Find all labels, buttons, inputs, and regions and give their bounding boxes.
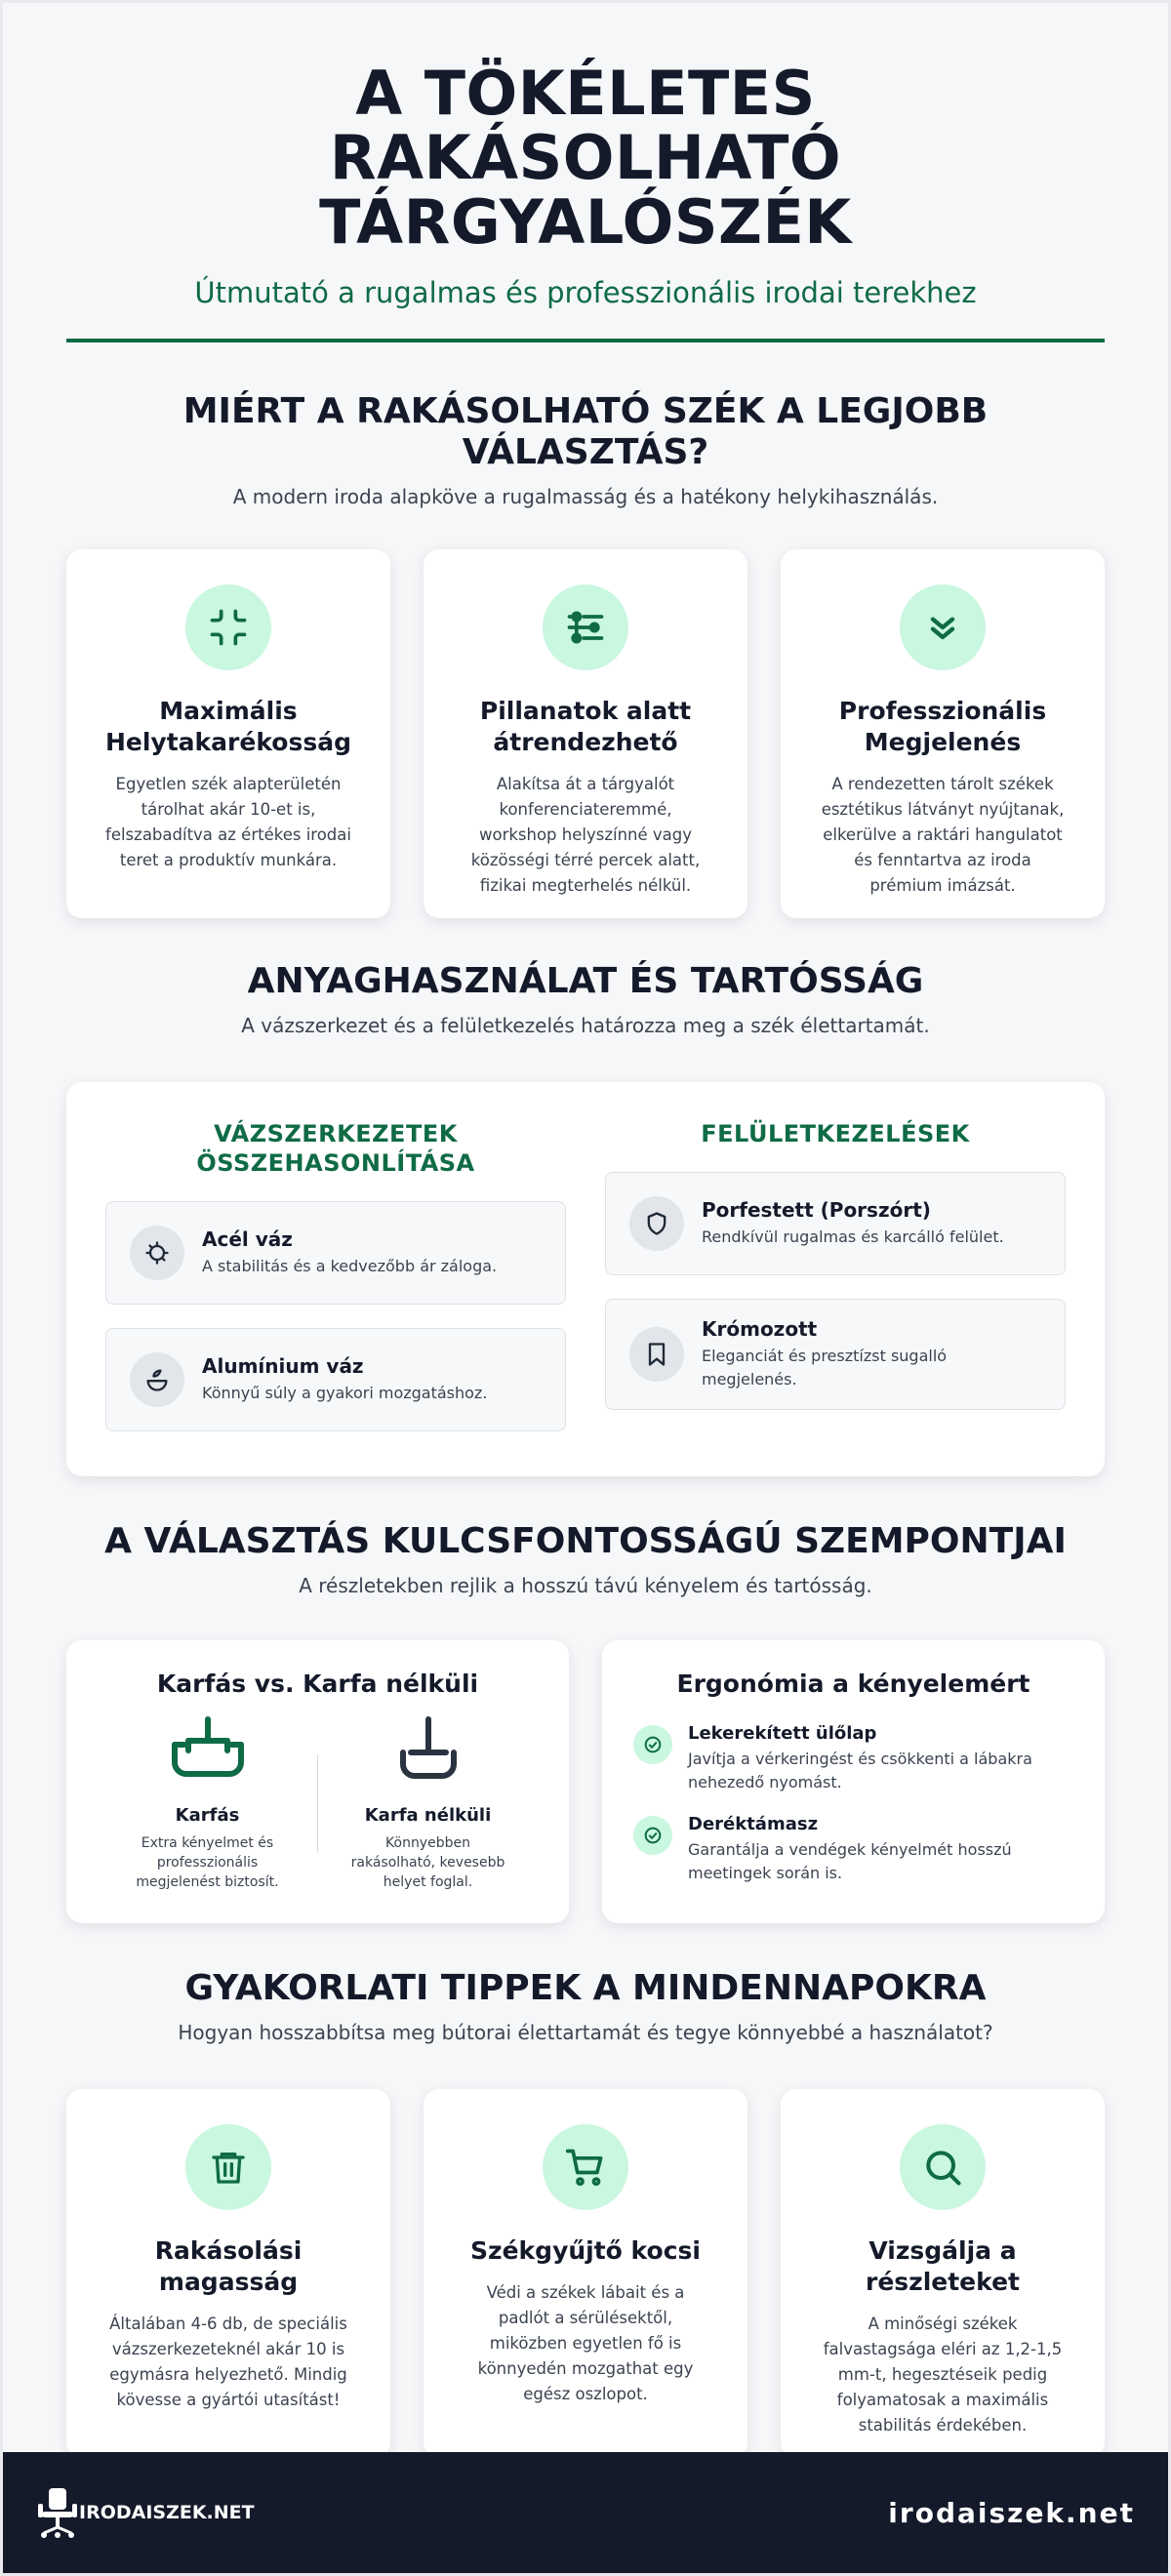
armrest-with [98,1715,317,1892]
page-title: A TÖKÉLETES RAKÁSOLHATÓ TÁRGYALÓSZÉK [319,58,852,258]
feature-title: Maximális Helytakarékosság [104,697,351,756]
cart-icon [543,2124,628,2210]
why-title: MIÉRT A RAKÁSOLHATÓ SZÉK A LEGJOBB VÁLASZTÁS? [182,391,989,472]
finish-title: Porfestett (Porszórt) [702,1198,931,1222]
tip-text: Védi a székek lábait és a padlót a sérülésektől, miközben egyetlen fő is könnyedén mozgathat egy egész oszlopot. [477,2283,694,2403]
ergonomics-item-text: Garantálja a vendégek kényelmét hosszú meetingek során is. [688,1840,1012,1882]
adjust-nodes-icon [543,584,628,670]
footer-logo-text: IRODAISZEK.NET [79,2502,255,2523]
feature-card-rearrange [424,549,747,918]
check-circle-icon [633,1725,672,1764]
criteria-section [3,1521,1168,1923]
criteria-title: A VÁLASZTÁS KULCSFONTOSSÁGÚ SZEMPONTJAI [104,1521,1067,1561]
footer [3,2452,1168,2573]
frame-steel [105,1201,566,1305]
frame-text: Könnyű súly a gyakori mozgatáshoz. [202,1384,488,1402]
tip-card-height [66,2089,390,2458]
tip-title: Vizsgálja a részleteket [865,2236,1020,2296]
armrest-card [66,1640,569,1923]
frames-heading: VÁZSZERKEZETEK ÖSSZEHASONLÍTÁSA [196,1120,475,1177]
armrest-title: Karfás vs. Karfa nélküli [156,1670,479,1698]
why-section [3,391,1168,918]
armrest-with-text: Extra kényelmet és professzionális megjelenést biztosít. [136,1835,279,1890]
ergonomics-card [602,1640,1105,1923]
tip-text: Általában 4-6 db, de speciális vázszerkezeteknél akár 10 is egymásra helyezhető. Mindig kövesse a gyártói utasítást! [109,2314,347,2409]
office-chair-logo-icon [36,2486,79,2539]
tips-subtitle: Hogyan hosszabbítsa meg bútorai élettartamát és tegye könnyebbé a használatot? [178,2021,993,2044]
frames-column [105,1119,566,1437]
materials-panel [66,1082,1105,1476]
finish-powder [605,1172,1066,1275]
armrest-without-title: Karfa nélküli [364,1805,492,1826]
feather-bowl-icon [130,1352,184,1407]
check-circle-icon [633,1816,672,1855]
ergonomics-item [633,1814,1073,1885]
feature-title: Pillanatok alatt átrendezhető [479,697,692,756]
ergonomics-item-text: Javítja a vérkeringést és csökkenti a lábakra nehezedő nyomást. [688,1750,1032,1791]
feature-title: Professzionális Megjelenés [838,697,1047,756]
finishes-column [605,1119,1066,1437]
frame-text: A stabilitás és a kedvezőbb ár záloga. [202,1257,498,1275]
tips-section [3,1968,1168,2458]
bookmark-icon [629,1327,684,1382]
materials-section [3,961,1168,1476]
double-chevron-down-icon [900,584,986,670]
finish-text: Rendkívül rugalmas és karcálló felület. [702,1228,1004,1246]
infographic-page [3,3,1168,2573]
search-icon [900,2124,986,2210]
frame-title: Acél váz [202,1228,293,1251]
footer-logo[interactable] [36,2486,255,2539]
armrest-without-text: Könnyebben rakásolható, kevesebb helyet foglal. [350,1835,505,1890]
materials-title: ANYAGHASZNÁLAT ÉS TARTÓSSÁG [247,961,924,1001]
shield-icon [629,1196,684,1251]
wrench-gear-icon [130,1226,184,1280]
armrest-with-title: Karfás [175,1805,240,1826]
feature-text: Egyetlen szék alapterületén tárolhat akár 10-et is, felszabadítva az értékes irodai teret a produktív munkára. [105,775,351,869]
finish-title: Krómozott [702,1317,818,1341]
ergonomics-item-title: Lekerekített ülőlap [688,1723,877,1744]
feature-text: Alakítsa át a tárgyalót konferenciateremmé, workshop helyszínné vagy közösségi térré percek alatt, fizikai megterhelés nélkül. [470,775,701,895]
tip-text: A minőségi székek falvastagsága eléri az 1,2-1,5 mm-t, hegesztéseik pedig folyamatosak a maximális stabilitás érdekében. [823,2314,1063,2435]
hero [3,3,1168,342]
page-subtitle: Útmutató a rugalmas és professzionális irodai terekhez [194,276,977,309]
materials-subtitle: A vázszerkezet és a felületkezelés határozza meg a szék élettartamát. [241,1014,930,1037]
feature-card-space [66,549,390,918]
criteria-subtitle: A részletekben rejlik a hosszú távú kényelem és tartósság. [299,1574,872,1597]
armless-chair-icon [389,1715,467,1784]
armrest-without [318,1715,538,1892]
finish-text: Eleganciát és presztízst sugalló megjelenés. [702,1347,948,1389]
armchair-icon [169,1715,247,1784]
footer-site-link[interactable]: irodaiszek.net [888,2496,1135,2529]
finishes-heading: FELÜLETKEZELÉSEK [701,1120,970,1147]
frame-aluminium [105,1328,566,1431]
why-subtitle: A modern iroda alapköve a rugalmasság és a hatékony helykihasználás. [232,485,939,508]
tips-title: GYAKORLATI TIPPEK A MINDENNAPOKRA [184,1968,987,2008]
tip-title: Rakásolási magasság [154,2236,303,2296]
finish-chrome [605,1299,1066,1410]
ergonomics-item [633,1723,1073,1794]
title-divider [66,339,1105,342]
tip-card-cart [424,2089,747,2458]
tip-card-details [781,2089,1105,2458]
compress-arrows-icon [185,584,271,670]
feature-card-look [781,549,1105,918]
frame-title: Alumínium váz [202,1354,364,1378]
tip-title: Székgyűjtő kocsi [470,2236,701,2265]
ergonomics-title: Ergonómia a kényelemért [676,1670,1030,1698]
ergonomics-item-title: Deréktámasz [688,1814,819,1834]
feature-text: A rendezetten tárolt székek esztétikus látványt nyújtanak, elkerülve a raktári hangulatot és fenntartva az iroda prémium imázsát. [821,775,1065,895]
trash-icon [185,2124,271,2210]
